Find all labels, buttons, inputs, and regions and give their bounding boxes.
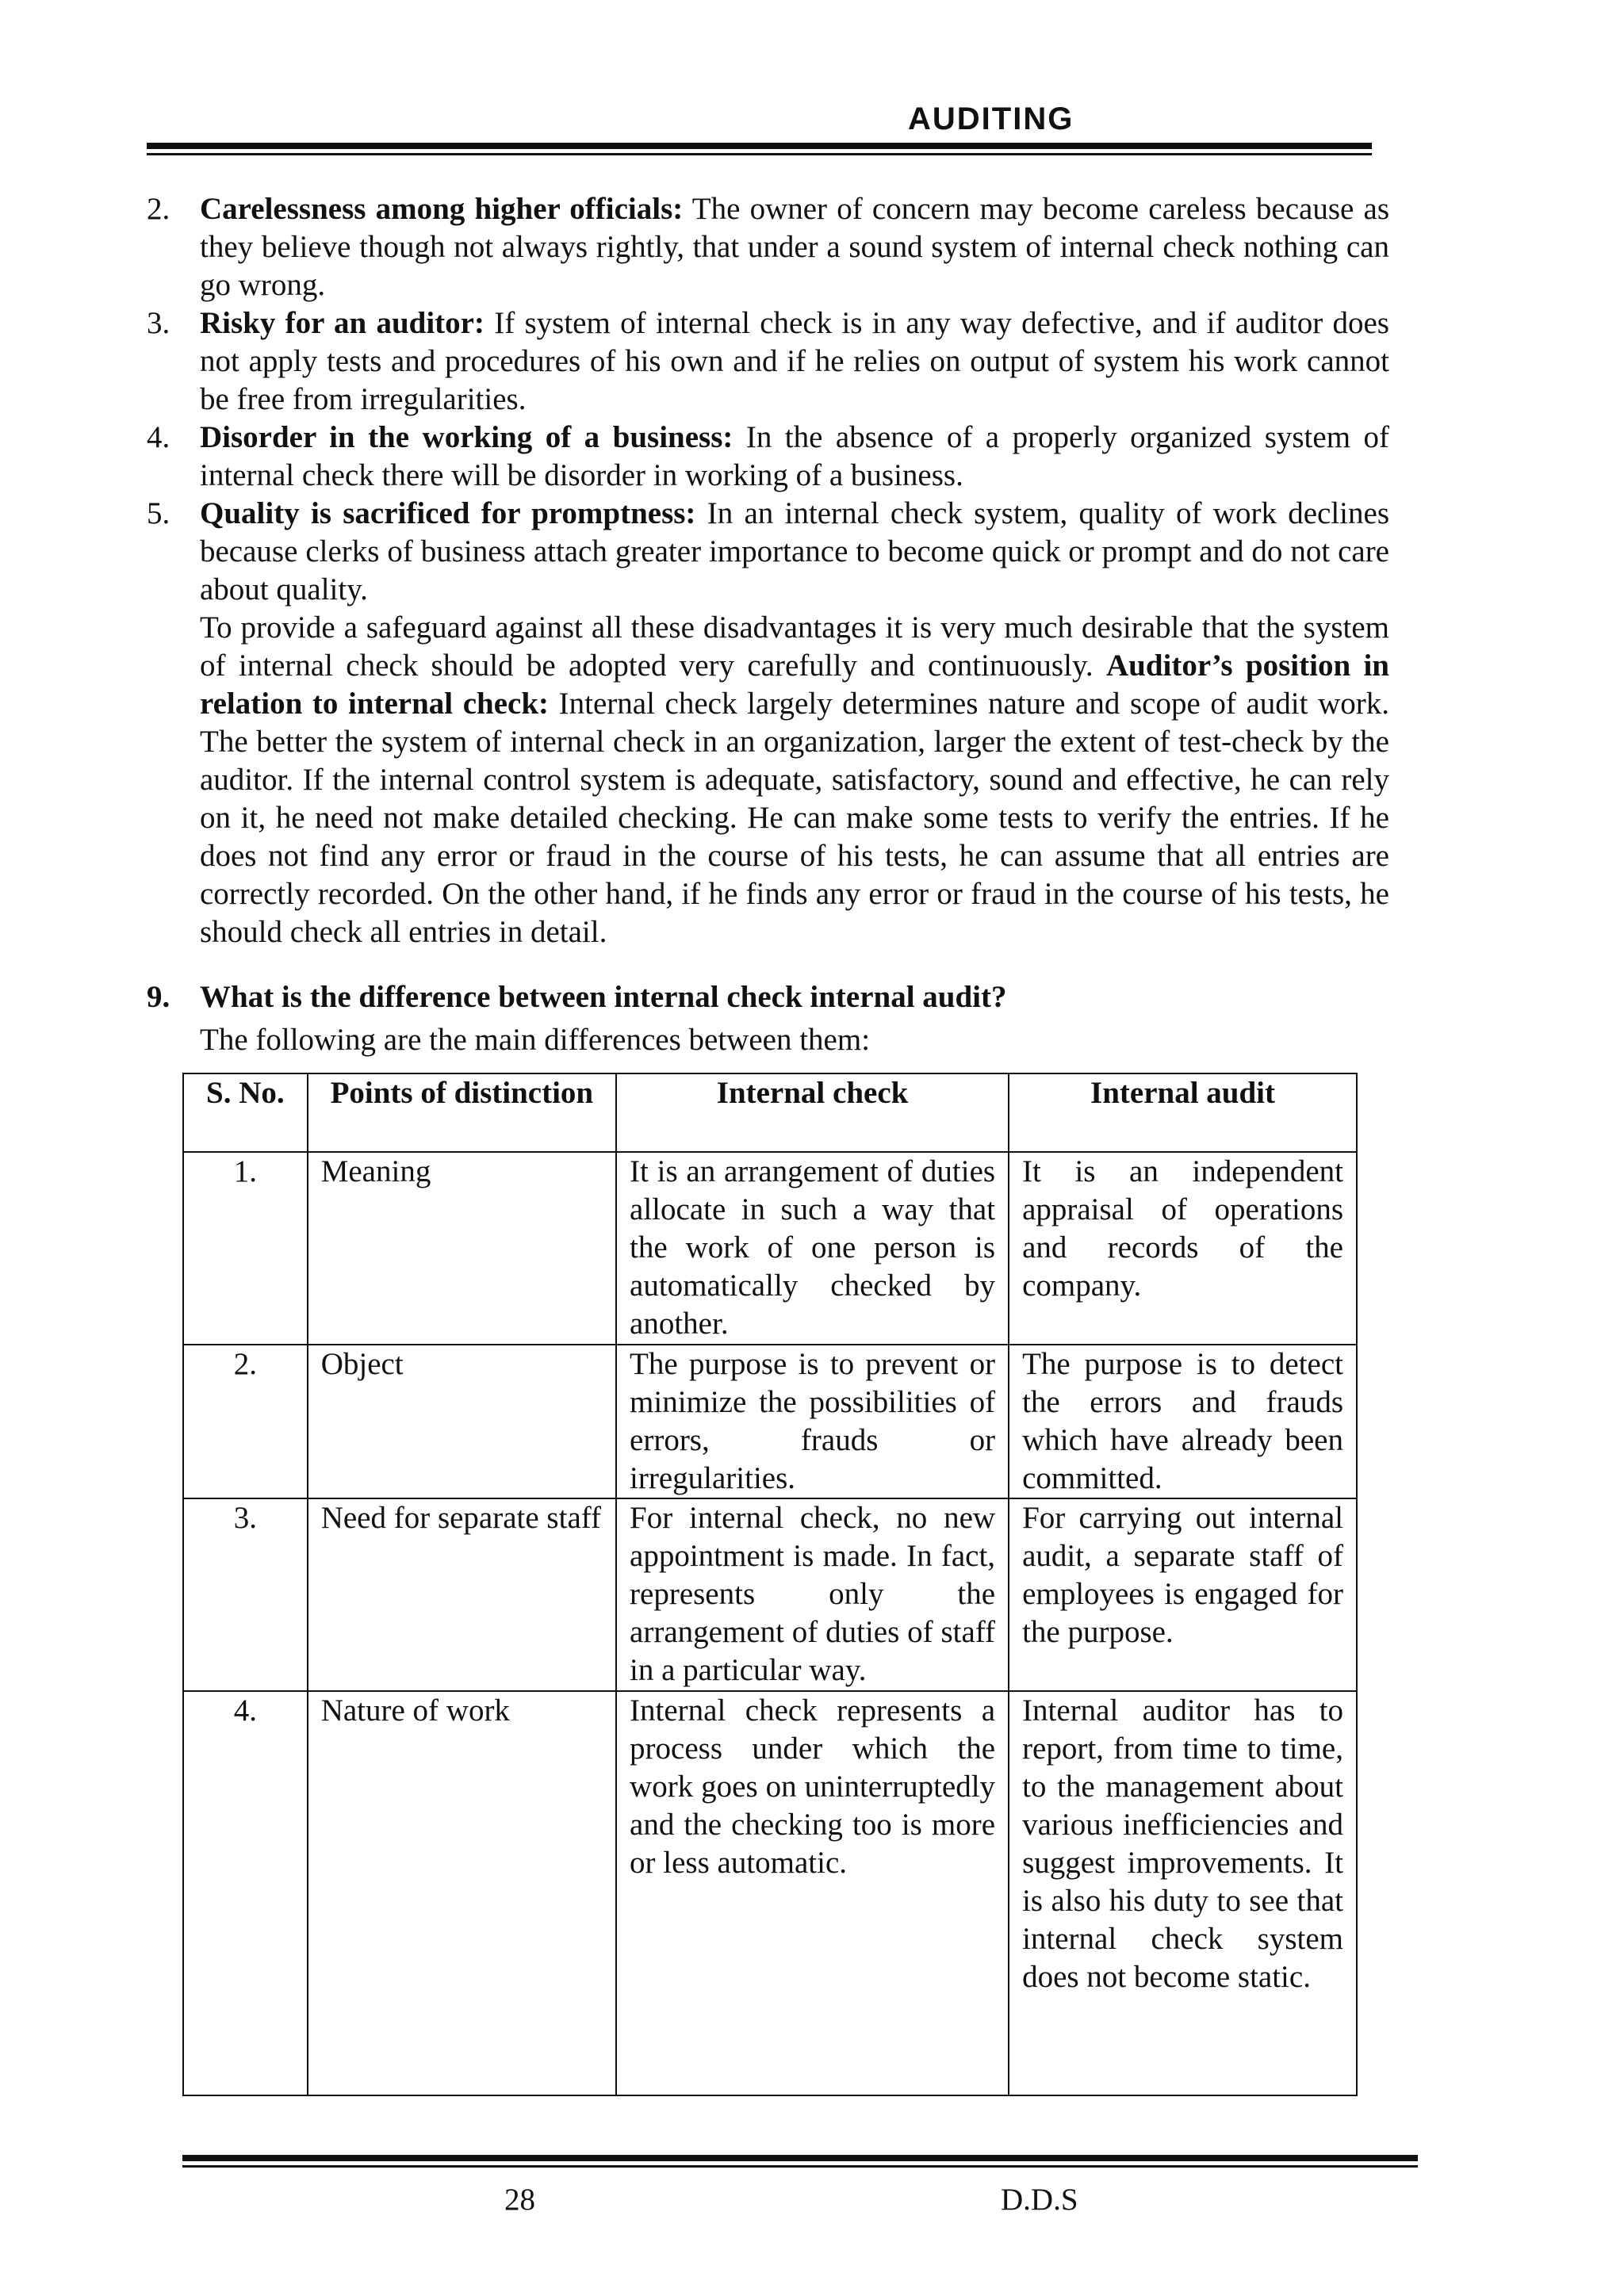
cell-internal-check: It is an arrangement of duties allocate in such a way that the work of one person is automatically checked by another. [616,1152,1009,1345]
cell-internal-audit: Internal auditor has to report, from time to time, to the management about various inefficiencies and suggest improvements. It is also his duty to see that internal check system does not become static. [1009,1691,1357,2095]
header-internal-check: Internal check [616,1073,1009,1152]
header-sno: S. No. [183,1073,308,1152]
table-row [183,1345,1357,1498]
cell-internal-audit: For carrying out internal audit, a separate staff of employees is engaged for the purpose. [1009,1498,1357,1691]
header-rule-thick [147,143,1372,149]
cell-sno: 4. [183,1691,308,2095]
item-text [200,304,1389,419]
list-item [147,304,1392,419]
item-number: 4. [147,420,170,454]
list-item [147,190,1392,304]
cell-sno: 3. [183,1498,308,1691]
running-header-title: AUDITING [908,101,1074,136]
page-number: 28 [504,2183,535,2217]
question-heading [147,978,1392,1016]
item-text [200,419,1389,495]
item-body: In the absence of a properly organized system of internal check there will be disorder in working of a business. [200,420,1389,492]
closing-text-before: To provide a safeguard against all these disadvantages it is very much desirable that the system of internal check should be adopted very carefully and continuously. [200,610,1389,683]
table-row [183,1691,1357,2095]
header-internal-audit: Internal audit [1009,1073,1357,1152]
cell-internal-audit: It is an independent appraisal of operations and records of the company. [1009,1152,1357,1345]
footer-publisher: D.D.S [1001,2183,1078,2217]
cell-sno: 1. [183,1152,308,1345]
header-rule-thin [147,153,1372,155]
cell-point: Meaning [308,1152,616,1345]
cell-internal-audit: The purpose is to detect the errors and frauds which have already been committed. [1009,1345,1357,1498]
item-text [200,495,1389,609]
question-number: 9. [147,980,170,1014]
list-item [147,419,1392,495]
item-number: 5. [147,496,170,530]
list-item [147,495,1392,609]
cell-point: Need for separate staff [308,1498,616,1691]
item-body: The owner of concern may become careless because as they believe though not always rightly, that under a sound system of internal check nothing can go wrong. [200,192,1389,302]
cell-internal-check: For internal check, no new appointment is made. In fact, represents only the arrangement of duties of staff in a particular way. [616,1498,1009,1691]
body-content [147,190,1392,1059]
header-points: Points of distinction [308,1073,616,1152]
item-body: In an internal check system, quality of work declines because clerks of business attach greater importance to become quick or prompt and do not care about quality. [200,496,1389,607]
item-heading: Disorder in the working of a business: [200,420,733,454]
footer-rule-thick [182,2155,1418,2161]
table-intro: The following are the main differences between them: [200,1023,871,1057]
item-heading: Quality is sacrificed for promptness: [200,496,696,530]
item-text [200,190,1389,304]
item-body: If system of internal check is in any way defective, and if auditor does not apply tests and procedures of his own and if he relies on output of system his work cannot be free from irregularities. [200,306,1389,416]
cell-point: Nature of work [308,1691,616,2095]
table-header-row [183,1073,1357,1152]
differences-table [182,1073,1358,2096]
closing-paragraph [200,609,1389,951]
cell-sno: 2. [183,1345,308,1498]
cell-point: Object [308,1345,616,1498]
question-text: What is the difference between internal check internal audit? [200,980,1007,1014]
item-number: 2. [147,192,170,226]
table-row [183,1152,1357,1345]
closing-text-after: Internal check largely determines nature and scope of audit work. The better the system of internal check in an organization, larger the extent of test-check by the auditor. If the internal control system is adequate, satisfactory, sound and effective, he can rely on it, he need not make detailed checking. He can make some tests to verify the entries. If he does not find any error or fraud in the course of his tests, he can assume that all entries are correctly recorded. On the other hand, if he finds any error or fraud in the course of his tests, he should check all entries in detail. [200,687,1389,949]
footer-rule-thin [182,2165,1418,2168]
item-heading: Risky for an auditor: [200,306,485,340]
cell-internal-check: The purpose is to prevent or minimize the possibilities of errors, frauds or irregularities. [616,1345,1009,1498]
table-row [183,1498,1357,1691]
cell-internal-check: Internal check represents a process under which the work goes on uninterruptedly and the checking too is more or less automatic. [616,1691,1009,2095]
item-number: 3. [147,306,170,340]
item-heading: Carelessness among higher officials: [200,192,684,226]
closing-heading: Auditor’s position in relation to internal check: [200,649,1389,721]
